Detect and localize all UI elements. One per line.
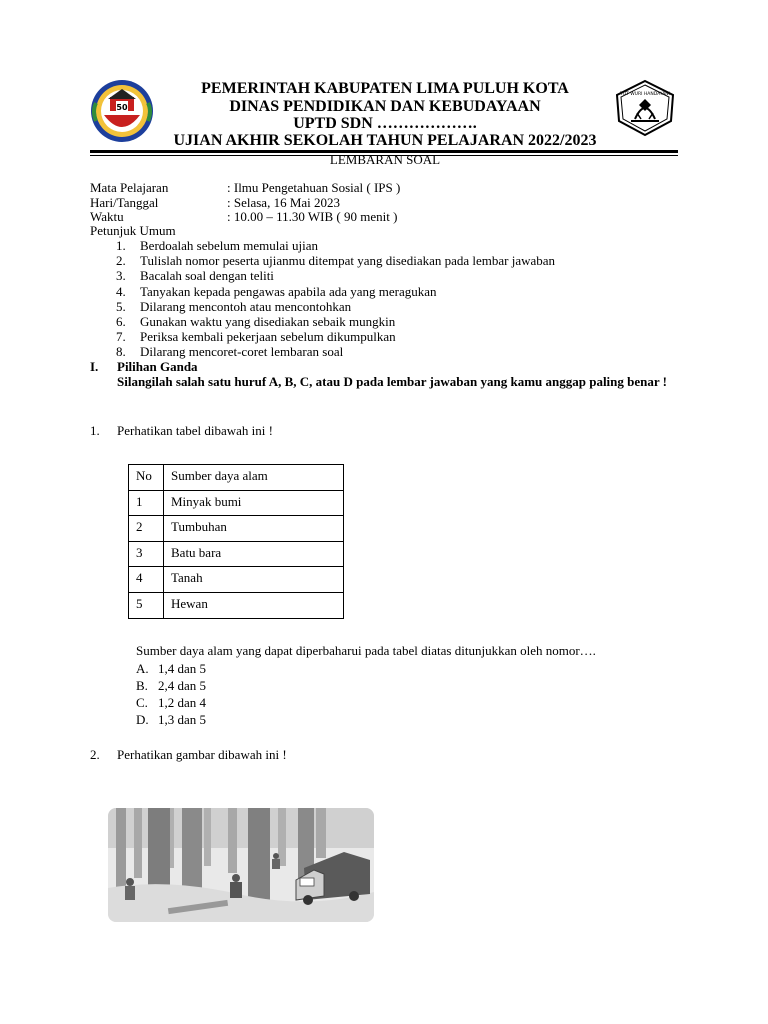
table-row xyxy=(129,516,344,542)
instructions-title: Petunjuk Umum xyxy=(90,223,176,238)
svg-text:50: 50 xyxy=(116,103,128,112)
instructions-list xyxy=(116,238,555,360)
table-cell: Batu bara xyxy=(171,544,222,560)
table-cell: 1 xyxy=(136,493,143,509)
table-cell: Hewan xyxy=(171,595,208,611)
table-header-row xyxy=(129,465,344,491)
question-1-number: 1. xyxy=(90,423,100,438)
table-row xyxy=(129,567,344,593)
table-header-no: No xyxy=(136,468,152,483)
info-label: Hari/Tanggal xyxy=(90,195,159,210)
table-cell: Tanah xyxy=(171,570,203,586)
question-1-stem: Sumber daya alam yang dapat diperbaharui pada tabel diatas ditunjukkan oleh nomor…. xyxy=(136,643,596,658)
illegal-logging-illustration xyxy=(108,808,374,922)
table-row xyxy=(129,592,344,618)
info-value: : Selasa, 16 Mai 2023 xyxy=(227,195,341,210)
question-1-text: Perhatikan tabel dibawah ini ! xyxy=(117,423,273,438)
table-cell: 3 xyxy=(136,544,143,560)
section-title: Pilihan Ganda xyxy=(117,359,198,374)
list-item: 5. Dilarang mencontoh atau mencontohkan xyxy=(116,298,352,314)
answer-option-b[interactable]: B. 2,4 dan 5 xyxy=(136,678,207,693)
header-government: PEMERINTAH KABUPATEN LIMA PULUH KOTA xyxy=(201,80,569,97)
answer-option-d[interactable]: D. 1,3 dan 5 xyxy=(136,712,207,727)
table-cell: Minyak bumi xyxy=(171,493,242,509)
table-cell: 4 xyxy=(136,570,143,586)
list-item: 3. Bacalah soal dengan teliti xyxy=(116,268,274,284)
tut-wuri-handayani-icon xyxy=(613,79,677,137)
info-label: Waktu xyxy=(90,209,124,224)
list-item: 1. Berdoalah sebelum memulai ujian xyxy=(116,238,318,253)
section-number: I. xyxy=(90,359,99,374)
table-cell: Tumbuhan xyxy=(171,519,227,535)
answer-option-a[interactable]: A. 1,4 dan 5 xyxy=(136,661,207,676)
list-item: 7. Periksa kembali pekerjaan sebelum dikumpulkan xyxy=(116,329,396,345)
list-item: 8. Dilarang mencoret-coret lembaran soal xyxy=(116,344,344,360)
section-instruction: Silangilah salah satu huruf A, B, C, atau D pada lembar jawaban yang kamu anggap paling benar ! xyxy=(117,374,667,389)
list-item: 2. Tulislah nomor peserta ujianmu ditempat yang disediakan pada lembar jawaban xyxy=(116,253,556,269)
question-2-text: Perhatikan gambar dibawah ini ! xyxy=(117,747,287,762)
table-row xyxy=(129,541,344,567)
header-department: DINAS PENDIDIKAN DAN KEBUDAYAAN xyxy=(229,98,541,115)
table-row xyxy=(129,490,344,516)
sheet-subtitle: LEMBARAN SOAL xyxy=(329,152,441,167)
table-cell: 5 xyxy=(136,595,143,611)
table-cell: 2 xyxy=(136,519,143,535)
info-value: : Ilmu Pengetahuan Sosial ( IPS ) xyxy=(227,180,401,195)
info-value: : 10.00 – 11.30 WIB ( 90 menit ) xyxy=(227,209,398,224)
question-1-options xyxy=(136,660,206,728)
resource-table xyxy=(128,464,344,619)
table-header-resource: Sumber daya alam xyxy=(171,468,268,483)
header-school: UPTD SDN ………………. xyxy=(293,115,477,132)
question-2-number: 2. xyxy=(90,747,100,762)
info-label: Mata Pelajaran xyxy=(90,180,169,195)
list-item: 6. Gunakan waktu yang disediakan sebaik mungkin xyxy=(116,314,396,330)
logo-right-text: TUT WURI HANDAYANI xyxy=(620,92,670,97)
answer-option-c[interactable]: C. 1,2 dan 4 xyxy=(136,695,207,710)
header-exam-title: UJIAN AKHIR SEKOLAH TAHUN PELAJARAN 2022/2023 xyxy=(173,132,597,149)
list-item: 4. Tanyakan kepada pengawas apabila ada yang meragukan xyxy=(116,283,437,299)
